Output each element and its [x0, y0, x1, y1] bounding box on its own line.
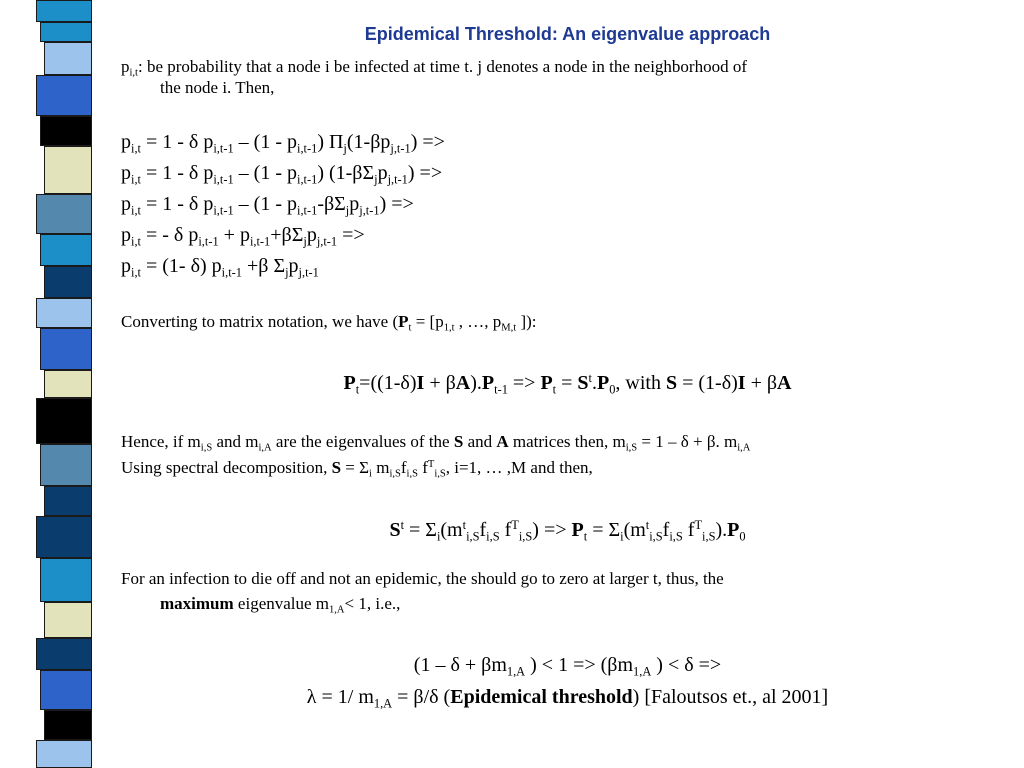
derivation-line: $p_{i,t} = 1 - \delta$ $p_{i,t-1} - (1 - p_{i,t-1}) \Pi_j(1-\beta p_{j,t-1})$ =>: [121, 131, 445, 156]
stripe-block: [36, 194, 92, 234]
final-inequality: ($1 - \delta + \beta m_{1,A}$ ) < $1 => (\beta m_{1,A}$ ) < δ =>: [413, 654, 722, 679]
slide-title: Epidemical Threshold: An eigenvalue approach: [364, 24, 771, 44]
stripe-block: [44, 602, 92, 638]
conclusion-rest: eigenvalue $m_{1,A}< 1$, i.e.,: [233, 594, 401, 616]
stripe-block: [40, 234, 92, 266]
stripe-block: [44, 370, 92, 398]
spectral-equation: $S^t = \Sigma_i(m^t_{i,S}f_{i,S}$ $f^T_{i,S}) => P_t = \Sigma_i(m^t_{i,S}f_{i,S}$ $f^T_{i,S}).P_0$: [389, 518, 746, 544]
conclusion-line2: [160, 593, 400, 614]
matrix-equation: $P_t=((1-\delta)I + \beta A).P_{t-1} => P_t = S^t.P_0$, with S = (1-δ)I + βA: [343, 371, 792, 397]
intro-sub: i,t: [129, 67, 138, 79]
stripe-block: [44, 146, 92, 194]
stripe-block: [36, 398, 92, 444]
stripe-block: [36, 0, 92, 22]
eigenvalue-text: Hence, if $m_{i,S}$ and $m_{i,A}$ are the eigenvalues of the S and A matrices then, $m_{i,S} = 1 - \delta + \beta$. $m_{i,A}$: [121, 432, 751, 454]
lambda-formula: λ = 1/ $m_{1,A} = \beta/\delta$ (: [306, 686, 451, 711]
threshold-label: Epidemical threshold: [450, 686, 633, 708]
derivation-line: $p_{i,t} = (1-$ δ) $p_{i,t-1} +\beta$ $\Sigma_jp_{j,t-1}$: [121, 255, 319, 280]
maximum-bold: maximum: [160, 594, 234, 613]
spectral-text: Using spectral decomposition, $S = \Sigma_i$ $m_{i,S}f_{i,S}$ $f^T_{i,S}$, i=1, … ,M and then,: [121, 458, 593, 480]
stripe-block: [36, 638, 92, 670]
stripe-block: [40, 328, 92, 370]
stripe-block: [40, 444, 92, 486]
stripe-block: [36, 740, 92, 768]
stripe-block: [36, 298, 92, 328]
derivation-line: $p_{i,t} = 1 - \delta$ $p_{i,t-1} - (1 - p_{i,t-1}) (1-\beta\Sigma_jp_{j,t-1})$ =>: [121, 162, 443, 187]
stripe-block: [44, 486, 92, 516]
stripe-block: [44, 266, 92, 298]
derivation-line: $p_{i,t} = 1 - \delta$ $p_{i,t-1} - (1 - p_{i,t-1}-\beta\Sigma_jp_{j,t-1})$ =>: [121, 193, 414, 218]
decorative-stripe: [0, 0, 115, 768]
slide-content: [115, 0, 1024, 768]
derivation-line: $p_{i,t}$ = - δ $p_{i,t-1} + p_{i,t-1}+\beta\Sigma_jp_{j,t-1}$ =>: [121, 224, 365, 249]
stripe-block: [36, 75, 92, 116]
intro-text: [121, 56, 747, 77]
stripe-block: [40, 558, 92, 602]
stripe-block: [36, 516, 92, 558]
citation: ) [Faloutsos et., al 2001]: [632, 686, 829, 708]
stripe-block: [40, 22, 92, 42]
intro-var: p: [121, 57, 130, 76]
intro-rest: : be probability that a node i be infected at time t. j denotes a node in the neighborhood of: [138, 57, 747, 76]
intro-continuation: the node i. Then,: [160, 78, 275, 97]
threshold-result: [115, 686, 1020, 709]
stripe-block: [44, 42, 92, 75]
stripe-block: [40, 670, 92, 710]
stripe-block: [44, 710, 92, 740]
matrix-notation-text: Converting to matrix notation, we have ($P_t = [p_{1,t}$ , …, $p_{M,t}$ ]):: [121, 312, 537, 334]
stripe-block: [40, 116, 92, 146]
conclusion-line1: For an infection to die off and not an epidemic, the should go to zero at larger t, thus, the: [121, 569, 724, 588]
